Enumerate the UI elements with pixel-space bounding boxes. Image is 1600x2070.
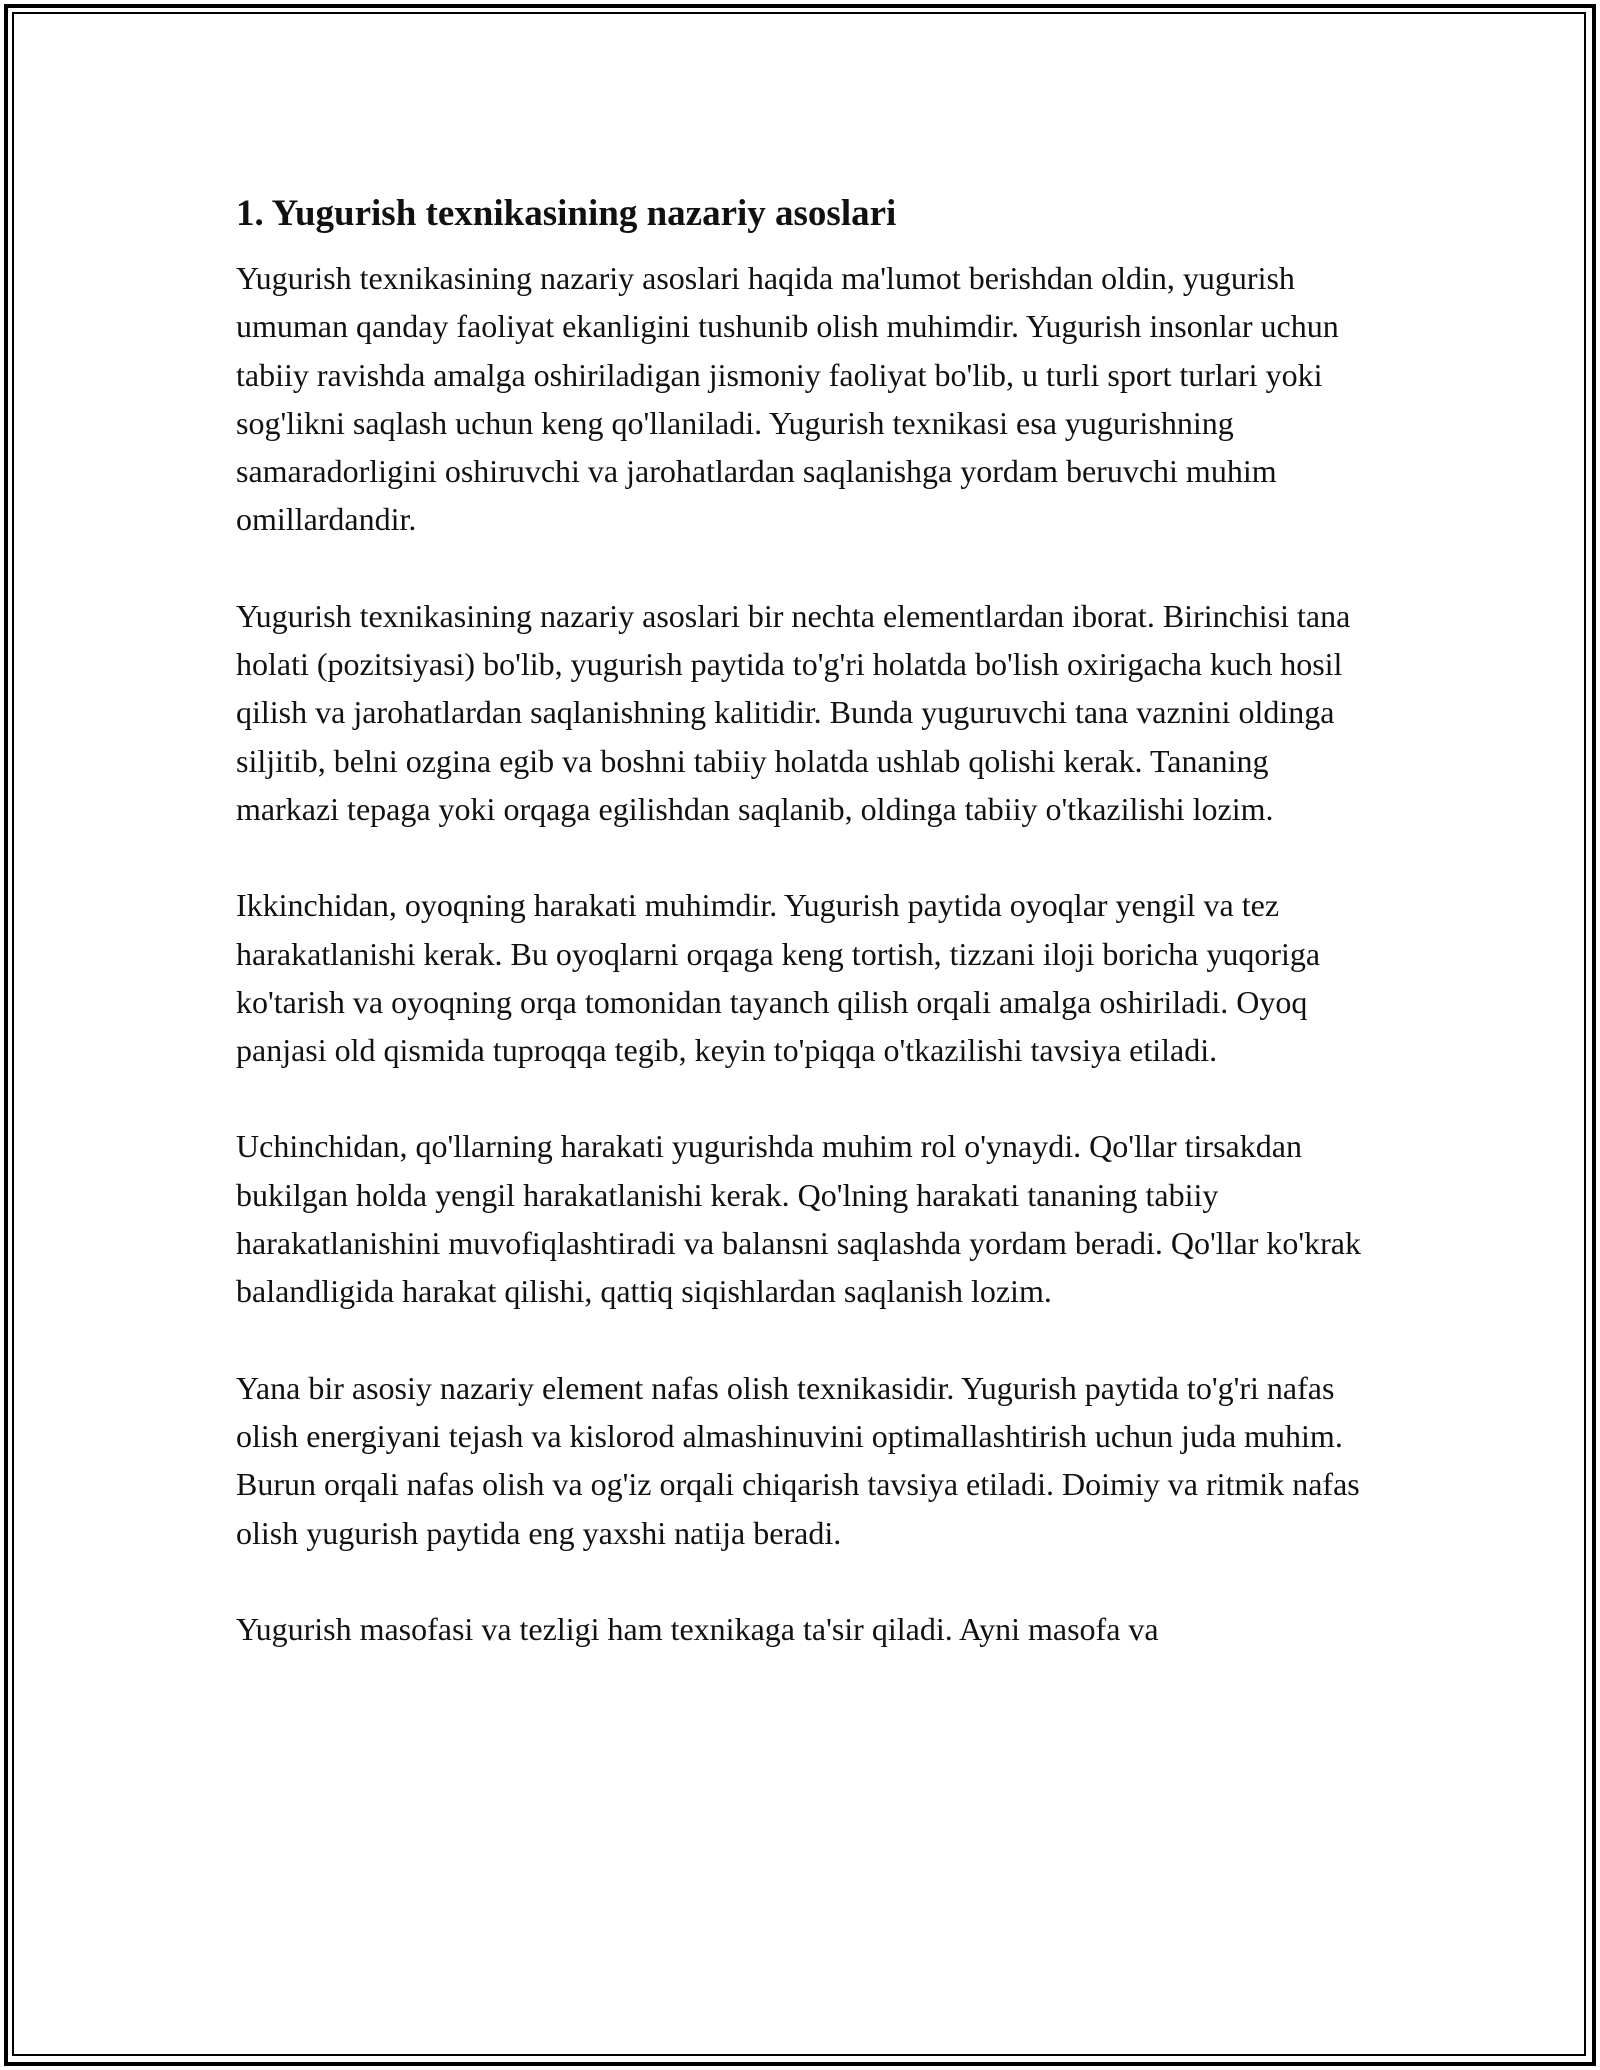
paragraph-arm-movement: Uchinchidan, qo'llarning harakati yugurishda muhim rol o'ynaydi. Qo'llar tirsakdan bukilgan holda yengil harakatlanishi kerak. Qo'lning harakati tananing tabiiy harakatlanishini muvofiqlashtiradi va balansni saqlashda yordam beradi. Qo'llar ko'krak balandligida harakat qilishi, qattiq siqishlardan saqlanish lozim. <box>236 1128 1361 1310</box>
document-body <box>236 186 1376 1701</box>
paragraph-breathing: Yana bir asosiy nazariy element nafas olish texnikasidir. Yugurish paytida to'g'ri nafas olish energiyani tejash va kislorod almashinuvini optimallashtirish uchun juda muhim. Burun orqali nafas olish va og'iz orqali chiqarish tavsiya etiladi. Doimiy va ritmik nafas olish yugurish paytida eng yaxshi natija beradi. <box>236 1369 1360 1551</box>
paragraph-intro: Yugurish texnikasining nazariy asoslari haqida ma'lumot berishdan oldin, yugurish umuman qanday faoliyat ekanligini tushunib olish muhimdir. Yugurish insonlar uchun tabiiy ravishda amalga oshiriladigan jismoniy faoliyat bo'lib, u turli sport turlari yoki sog'likni saqlash uchun keng qo'llaniladi. Yugurish texnikasi esa yugurishning samaradorligini oshiruvchi va jarohatlardan saqlanishga yordam beruvchi muhim omillardandir. <box>236 260 1339 538</box>
paragraph-body-position: Yugurish texnikasining nazariy asoslari bir nechta elementlardan iborat. Birinchisi tana holati (pozitsiyasi) bo'lib, yugurish paytida to'g'ri holatda bo'lish oxirigacha kuch hosil qilish va jarohatlardan saqlanishning kalitidir. Bunda yuguruvchi tana vaznini oldinga siljitib, belni ozgina egib va boshni tabiiy holatda ushlab qolishi kerak. Tananing markazi tepaga yoki orqaga egilishdan saqlanib, oldinga tabiiy o'tkazilishi lozim. <box>236 597 1351 827</box>
section-heading: 1. Yugurish texnikasining nazariy asoslari <box>236 193 897 234</box>
paragraph-leg-movement: Ikkinchidan, oyoqning harakati muhimdir. Yugurish paytida oyoqlar yengil va tez harakatlanishi kerak. Bu oyoqlarni orqaga keng tortish, tizzani iloji boricha yuqoriga ko'tarish va oyoqning orqa tomonidan tayanch qilish orqali amalga oshiriladi. Oyoq panjasi old qismida tuproqqa tegib, keyin to'piqqa o'tkazilishi tavsiya etiladi. <box>236 887 1321 1069</box>
paragraph-distance-speed: Yugurish masofasi va tezligi ham texnikaga ta'sir qiladi. Ayni masofa va <box>236 1610 1159 1647</box>
